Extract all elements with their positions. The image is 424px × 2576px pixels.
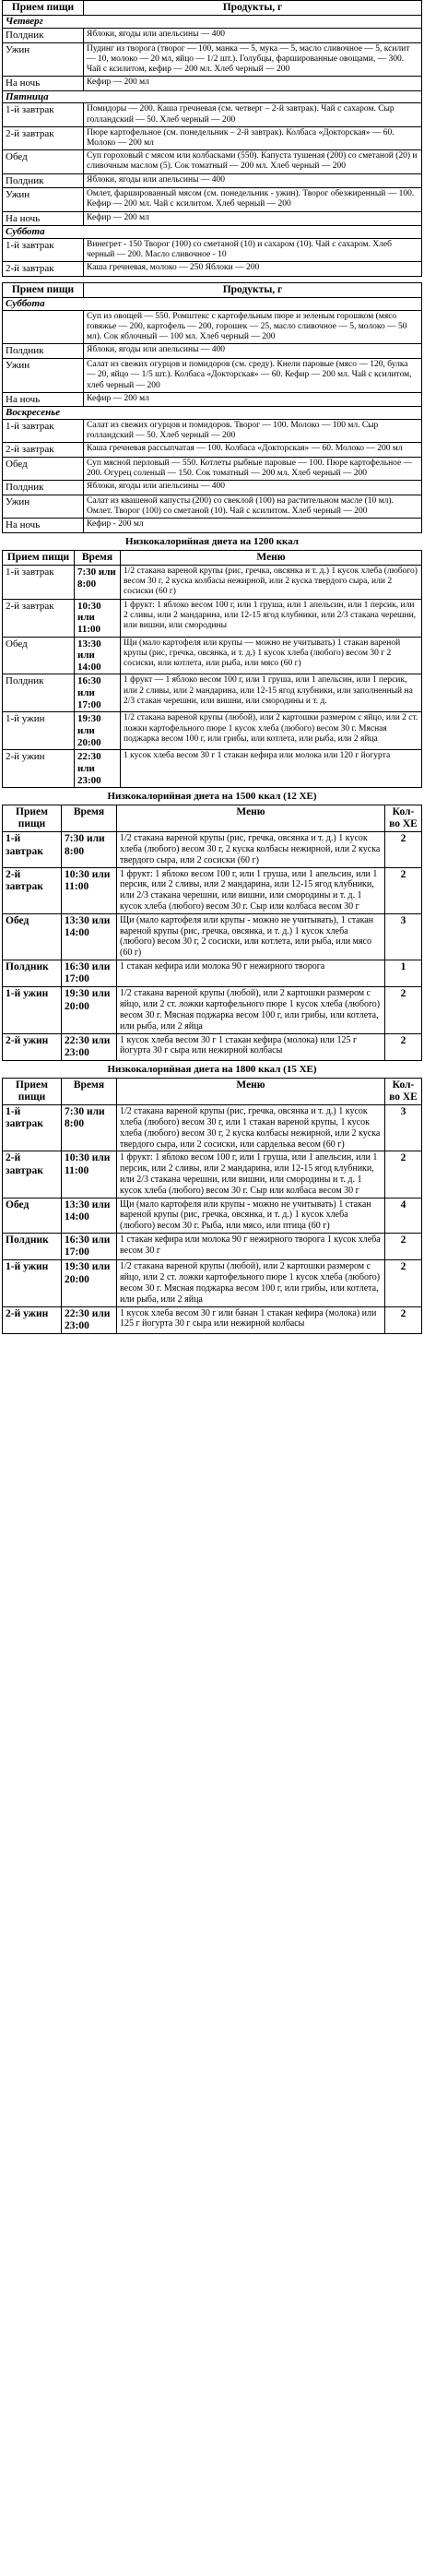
header-time: Время xyxy=(62,805,117,831)
day-name: Пятница xyxy=(3,90,422,103)
meal-name: Ужин xyxy=(3,188,84,211)
header-meal: Прием пищи xyxy=(3,282,84,297)
menu-table-week2 xyxy=(2,282,422,533)
food-list: Кефир — 200 мл xyxy=(84,392,422,407)
meal-name: На ночь xyxy=(3,392,84,407)
menu-text: 1 кусок хлеба весом 30 г или банан 1 стакан кефира (молока) или 125 г йогурта 30 г сыра или нежирной колбасы xyxy=(117,1306,385,1333)
day-row xyxy=(3,16,422,29)
xe-count: 4 xyxy=(385,1198,422,1233)
food-list: Суп из овощей — 550. Ромштекс с картофельным пюре и зеленым горошком (мясо говяжье — 200, картофель — 200, горошек — 25, масло сливочное — 5, молоко — 50 мл). Сок яблочный — 100 мл. Хлеб черный — 200 xyxy=(84,310,422,344)
meal-name: 2-й завтрак xyxy=(3,126,84,149)
diet-1200-title: Низкокалорийная диета на 1200 ккал xyxy=(125,536,299,548)
table-row xyxy=(3,443,422,458)
meal-name: Полдник xyxy=(3,344,84,359)
table-row xyxy=(3,637,422,674)
food-list: Кефир — 200 мл xyxy=(84,211,422,226)
table-row xyxy=(3,565,422,599)
menu-text: 1 кусок хлеба весом 30 г 1 стакан кефира (молока) или 125 г йогурта 30 г сыра или нежирной колбасы xyxy=(117,1033,385,1060)
meal-name: Ужин xyxy=(3,42,84,77)
meal-time: 7:30 или 8:00 xyxy=(62,1105,117,1151)
meal-time: 22:30 или 23:00 xyxy=(75,750,121,788)
food-list: Яблоки, ягоды или апельсины — 400 xyxy=(84,28,422,42)
day-row xyxy=(3,90,422,103)
meal-name: На ночь xyxy=(3,519,84,533)
meal-name: Полдник xyxy=(3,173,84,188)
day-name: Суббота xyxy=(3,226,422,239)
meal-name: Полдник xyxy=(3,1233,62,1259)
menu-table-week1 xyxy=(2,0,422,277)
xe-count: 2 xyxy=(385,1260,422,1306)
meal-time: 13:30 или 14:00 xyxy=(75,637,121,674)
meal-name: 1-й завтрак xyxy=(3,103,84,126)
day-row xyxy=(3,407,422,420)
meal-time: 10:30 или 11:00 xyxy=(62,867,117,913)
table-row xyxy=(3,28,422,42)
food-list: Омлет, фаршированный мясом (см. понедельник - ужин). Творог обезжиренный — 100. Кефир — 200 мл. Чай с ксилитом. Хлеб черный — 200 xyxy=(84,188,422,211)
meal-time: 16:30 или 17:00 xyxy=(62,1233,117,1259)
meal-name: Полдник xyxy=(3,674,75,712)
diet-1500-title: Низкокалорийная диета на 1500 ккал (12 ХЕ) xyxy=(107,791,317,803)
meal-name: Обед xyxy=(3,637,75,674)
table-row xyxy=(3,359,422,393)
food-list: Помидоры — 200. Каша гречневая (см. четверг – 2-й завтрак). Чай с сахаром. Сыр голландский — 50. Хлеб черный — 200 xyxy=(84,103,422,126)
meal-time: 7:30 или 8:00 xyxy=(75,565,121,599)
table-row xyxy=(3,913,422,960)
table-row xyxy=(3,867,422,913)
xe-count: 2 xyxy=(385,1233,422,1259)
meal-time: 13:30 или 14:00 xyxy=(62,1198,117,1233)
meal-name: 2-й завтрак xyxy=(3,1151,62,1198)
meal-name: 1-й завтрак xyxy=(3,238,84,261)
meal-name: 1-й ужин xyxy=(3,712,75,750)
meal-time: 16:30 или 17:00 xyxy=(75,674,121,712)
header-time: Время xyxy=(62,1078,117,1104)
menu-text: 1 кусок хлеба весом 30 г 1 стакан кефира или молока или 120 г йогурта xyxy=(121,750,422,788)
meal-time: 10:30 или 11:00 xyxy=(62,1151,117,1198)
meal-time: 16:30 или 17:00 xyxy=(62,960,117,987)
table-row xyxy=(3,1306,422,1333)
table-row xyxy=(3,103,422,126)
table-row xyxy=(3,750,422,788)
header-meal: Прием пищи xyxy=(3,550,75,565)
table-row xyxy=(3,987,422,1033)
menu-text: 1/2 стакана вареной крупы (рис, гречка, овсянка и т. д.) 1 кусок хлеба (любого) весом 30 г, 2 куска колбасы нежирной, или 2 куска твердого сыра, или 2 сосиски (60 г) xyxy=(121,565,422,599)
meal-name: 2-й ужин xyxy=(3,750,75,788)
meal-name: 2-й завтрак xyxy=(3,443,84,458)
xe-count: 2 xyxy=(385,1033,422,1060)
menu-text: 1/2 стакана вареной крупы (рис, гречка, овсянка и т. д.) 1 кусок хлеба (любого) весом 30 г, или 1 стакан вареной крупы, 1 кусок хлеба (любого) весом 30 г, 2 куска колбасы нежирной, или 2 куска твердого сыра, или 2 сосиски, или сарделька весом (60 г) xyxy=(117,1105,385,1151)
table-row xyxy=(3,960,422,987)
header-xe: Кол-во ХЕ xyxy=(385,1078,422,1104)
menu-text: 1 стакан кефира или молока 90 г нежирного творога 1 кусок хлеба весом 30 г xyxy=(117,1233,385,1259)
menu-text: 1/2 стакана вареной крупы (любой), или 2 картошки размером с яйцо, или 2 ст. ложки картофельного пюре 1 кусок хлеба (любого) весом 30 г. Мясная поджарка весом 100 г, или грибы, или котлета, или рыба, или 2 яйца xyxy=(117,987,385,1033)
meal-name: Полдник xyxy=(3,28,84,42)
food-list: Пудинг из творога (творог — 100, манка — 5, мука — 5, масло сливочное — 5, ксилит — 10, молоко — 20 мл, яйцо — 1/2 шт.). Голубцы, фаршированные овощами, — 300. Чай с ксилитом, кефир — 200 мл. Хлеб черный — 200 xyxy=(84,42,422,77)
table-row xyxy=(3,211,422,226)
meal-name xyxy=(3,310,84,344)
menu-text: 1 фрукт: 1 яблоко весом 100 г, или 1 груша, или 1 апельсин, или 1 персик, или 2 сливы, или 2 мандарина, или 12-15 ягод клубники, или 2/3 стакана черешни, или вишни, или смородины и т. д. 1 кусок хлеба (любого) весом 30 г. Сыр или колбаса весом 30 г xyxy=(117,1151,385,1198)
header-products: Продукты, г xyxy=(84,282,422,297)
table-row xyxy=(3,599,422,637)
diet-1500-table xyxy=(2,805,422,1061)
table-row xyxy=(3,1260,422,1306)
table-row xyxy=(3,458,422,481)
table-row xyxy=(3,1105,422,1151)
xe-count: 2 xyxy=(385,832,422,867)
day-row xyxy=(3,226,422,239)
meal-name: 2-й ужин xyxy=(3,1033,62,1060)
meal-time: 22:30 или 23:00 xyxy=(62,1306,117,1333)
table-row xyxy=(3,1233,422,1259)
meal-name: 1-й ужин xyxy=(3,1260,62,1306)
meal-name: 1-й завтрак xyxy=(3,565,75,599)
header-meal: Прием пищи xyxy=(3,1078,62,1104)
table-row xyxy=(3,519,422,533)
table-header-row xyxy=(3,805,422,831)
header-meal: Прием пищи xyxy=(3,1,84,16)
menu-text: 1 фрукт: 1 яблоко весом 100 г, или 1 груша, или 1 апельсин, или 1 персик, или 2 сливы, или 2 мандарина, или 12-15 ягод клубники, или 2/3 стакана черешни, или вишни, или смородины xyxy=(121,599,422,637)
meal-name: На ночь xyxy=(3,77,84,91)
table-header-row xyxy=(3,282,422,297)
xe-count: 2 xyxy=(385,1306,422,1333)
xe-count: 2 xyxy=(385,1151,422,1198)
table-row xyxy=(3,674,422,712)
food-list: Суп гороховый с мясом или колбасками (550). Капуста тушеная (200) со сметаной (20) и сливочным маслом (5). Сок томатный — 200 мл. Хлеб черный — 200 xyxy=(84,150,422,173)
food-list: Салат из свежих огурцов и помидоров. Творог — 100. Молоко — 100 мл. Сыр голландский — 50. Хлеб черный — 200 xyxy=(84,419,422,442)
food-list: Каша гречневая, молоко — 250 Яблоки — 200 xyxy=(84,262,422,277)
document-page xyxy=(2,0,422,1334)
menu-text: 1 стакан кефира или молока 90 г нежирного творога xyxy=(117,960,385,987)
header-xe: Кол-во ХЕ xyxy=(385,805,422,831)
meal-name: Обед xyxy=(3,913,62,960)
diet-1200-table xyxy=(2,550,422,788)
table-row xyxy=(3,188,422,211)
table-row xyxy=(3,238,422,261)
meal-name: Ужин xyxy=(3,495,84,519)
food-list: Салат из свежих огурцов и помидоров (см. среду). Кнели паровые (мясо — 120, булка — 20, яйцо — 1/5 шт.). Колбаса «Докторская» — 60. Кефир — 200 мл. Чай с ксилитом, хлеб черный — 200 xyxy=(84,359,422,393)
menu-text: Щи (мало картофеля или крупы - можно не учитывать) 1 стакан вареной крупы (рис, гречка, овсянка, и т. д.) 1 кусок хлеба (любого) весом 30 г. Рыба, или мясо, или птица (60 г) xyxy=(117,1198,385,1233)
table-row xyxy=(3,310,422,344)
table-row xyxy=(3,392,422,407)
xe-count: 3 xyxy=(385,913,422,960)
meal-name: 1-й завтрак xyxy=(3,832,62,867)
table-row xyxy=(3,77,422,91)
table-row xyxy=(3,1033,422,1060)
diet-1800-title: Низкокалорийная диета на 1800 ккал (15 ХЕ) xyxy=(107,1064,317,1076)
meal-time: 10:30 или 11:00 xyxy=(75,599,121,637)
xe-count: 2 xyxy=(385,987,422,1033)
food-list: Пюре картофельное (см. понедельник – 2-й завтрак). Колбаса «Докторская» — 60. Молоко — 200 мл xyxy=(84,126,422,149)
header-time: Время xyxy=(75,550,121,565)
table-row xyxy=(3,126,422,149)
table-row xyxy=(3,344,422,359)
table-row xyxy=(3,481,422,495)
food-list: Винегрет - 150 Творог (100) со сметаной (10) и сахаром (10). Чай с сахаром. Хлеб черный — 200. Масло сливочное - 10 xyxy=(84,238,422,261)
menu-text: 1 фрукт: 1 яблоко весом 100 г, или 1 груша, или 1 апельсин, или 1 персик, или 2 сливы, или 2 мандарина, или 12-15 ягод клубники, или 2/3 стакана черешни, или вишни, или смородины и т. д. 1 кусок хлеба (любого) весом 30 г. Сыр или колбаса весом 30 г xyxy=(117,867,385,913)
menu-text: 1 фрукт — 1 яблоко весом 100 г, или 1 груша, или 1 апельсин, или 1 персик, или 2 сливы, или 2 мандарина, или 12-15 ягод клубники, или заполненный на 2/3 стакан черешни, или вишни, или смородины и т. д. xyxy=(121,674,422,712)
day-name: Суббота xyxy=(3,298,422,311)
meal-time: 19:30 или 20:00 xyxy=(62,1260,117,1306)
food-list: Яблоки, ягоды или апельсины — 400 xyxy=(84,481,422,495)
table-row xyxy=(3,150,422,173)
header-menu: Меню xyxy=(121,550,422,565)
meal-time: 22:30 или 23:00 xyxy=(62,1033,117,1060)
meal-name: Полдник xyxy=(3,481,84,495)
meal-name: Полдник xyxy=(3,960,62,987)
meal-name: 2-й завтрак xyxy=(3,599,75,637)
menu-text: Щи (мало картофеля или крупы — можно не учитывать) 1 стакан вареной крупы (рис, гречка, овсянка, и т. д.) 1 кусок хлеба (любого) весом 30 г 2 сосиски, или котлета, или рыба, или мясо (60 г) xyxy=(121,637,422,674)
table-row xyxy=(3,173,422,188)
meal-name: 1-й завтрак xyxy=(3,419,84,442)
diet-1800-table xyxy=(2,1078,422,1334)
food-list: Яблоки, ягоды или апельсины — 400 xyxy=(84,173,422,188)
table-header-row xyxy=(3,550,422,565)
day-name: Воскресенье xyxy=(3,407,422,420)
meal-time: 7:30 или 8:00 xyxy=(62,832,117,867)
table-row xyxy=(3,712,422,750)
meal-name: Обед xyxy=(3,1198,62,1233)
meal-name: 1-й завтрак xyxy=(3,1105,62,1151)
header-products: Продукты, г xyxy=(84,1,422,16)
table-row xyxy=(3,1151,422,1198)
xe-count: 2 xyxy=(385,867,422,913)
table-row xyxy=(3,495,422,519)
xe-count: 1 xyxy=(385,960,422,987)
table-row xyxy=(3,1198,422,1233)
meal-time: 19:30 или 20:00 xyxy=(62,987,117,1033)
header-meal: Прием пищи xyxy=(3,805,62,831)
table-row xyxy=(3,42,422,77)
food-list: Каша гречневая рассыпчатая — 100. Колбаса «Докторская» — 60. Молоко — 200 мл xyxy=(84,443,422,458)
menu-text: 1/2 стакана вареной крупы (любой), или 2 картошки размером с яйцо, или 2 ст. ложки картофельного пюре 1 кусок хлеба (любого) весом 30 г. Мясная поджарка весом 100 г, или грибы, или котлета, или рыба, или 2 яйца xyxy=(117,1260,385,1306)
meal-name: На ночь xyxy=(3,211,84,226)
meal-name: 1-й ужин xyxy=(3,987,62,1033)
table-row xyxy=(3,832,422,867)
day-name: Четверг xyxy=(3,16,422,29)
food-list: Салат из квашеной капусты (200) со свеклой (100) на растительном масле (10 мл). Омлет. Творог (100) со сметаной (10). Чай с ксилитом. Хлеб черный — 200 xyxy=(84,495,422,519)
food-list: Кефир — 200 мл xyxy=(84,77,422,91)
food-list: Яблоки, ягоды или апельсины — 400 xyxy=(84,344,422,359)
food-list: Кефир - 200 мл xyxy=(84,519,422,533)
meal-name: Обед xyxy=(3,458,84,481)
table-header-row xyxy=(3,1078,422,1104)
meal-name: 2-й завтрак xyxy=(3,867,62,913)
meal-name: 2-й ужин xyxy=(3,1306,62,1333)
menu-text: 1/2 стакана вареной крупы (рис, гречка, овсянка и т. д.) 1 кусок хлеба (любого) весом 30 г, 2 куска колбасы нежирной, или 2 куска твердого сыра, или 2 сосиски (60 г) xyxy=(117,832,385,867)
day-row xyxy=(3,298,422,311)
meal-time: 19:30 или 20:00 xyxy=(75,712,121,750)
header-menu: Меню xyxy=(117,805,385,831)
xe-count: 3 xyxy=(385,1105,422,1151)
food-list: Суп мясной перловый — 550. Котлеты рыбные паровые — 100. Пюре картофельное — 200. Огурец соленый — 150. Сок томатный — 200 мл. Хлеб черный — 200 xyxy=(84,458,422,481)
menu-text: 1/2 стакана вареной крупы (любой), или 2 картошки размером с яйцо, или 2 ст. ложки картофельного пюре 1 кусок хлеба (любого) весом 30 г. Мясная поджарка весом 100 г, или грибы, или котлета, или рыба, или 2 яйца xyxy=(121,712,422,750)
table-header-row xyxy=(3,1,422,16)
meal-time: 13:30 или 14:00 xyxy=(62,913,117,960)
table-row xyxy=(3,262,422,277)
meal-name: 2-й завтрак xyxy=(3,262,84,277)
header-menu: Меню xyxy=(117,1078,385,1104)
menu-text: Щи (мало картофеля или крупы - можно не учитывать), 1 стакан вареной крупы (рис, гречка, овсянка, и т. д.) 1 кусок хлеба (любого) весом 30 г, 2 сосиски, или котлета, или рыба, или мясо (60 г) xyxy=(117,913,385,960)
meal-name: Ужин xyxy=(3,359,84,393)
table-row xyxy=(3,419,422,442)
meal-name: Обед xyxy=(3,150,84,173)
